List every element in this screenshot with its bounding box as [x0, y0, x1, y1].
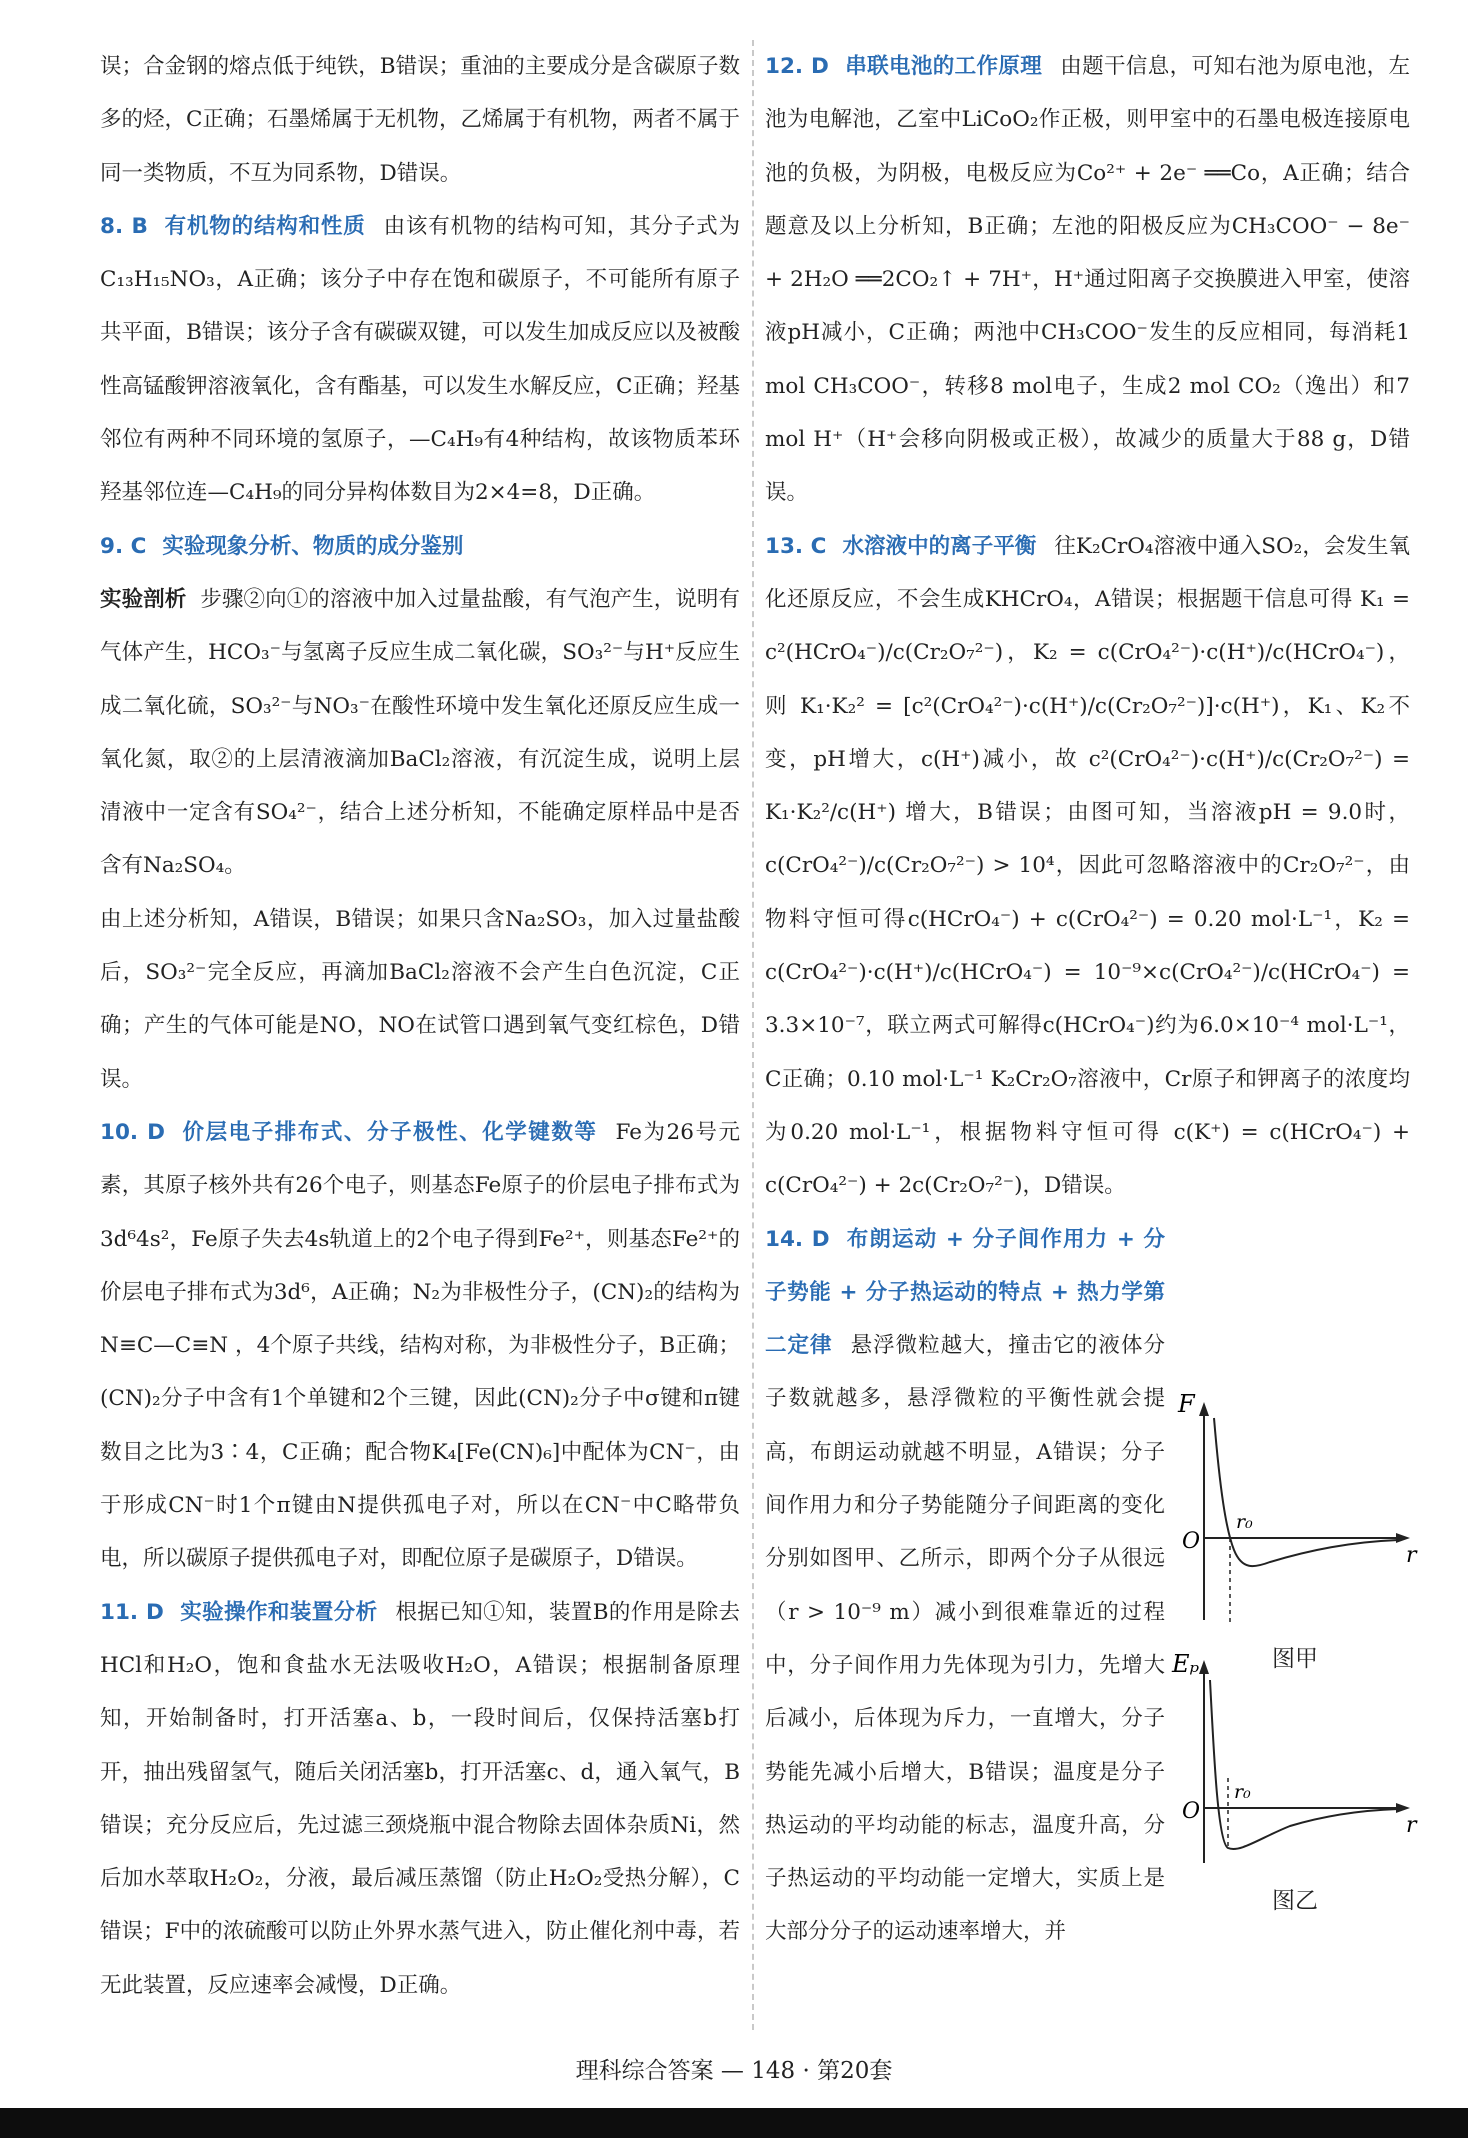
answer-text: 由题干信息，可知右池为原电池，左池为电解池，乙室中LiCoO₂作正极，则甲室中的石墨电极连接原电池的负极，为阴极，电极反应为Co²⁺ + 2e⁻ ══Co，A正确；结合题意及以上分析知，B正确；左池的阳极反应为CH₃COO⁻ − 8e⁻ + 2H₂O ══2CO₂↑ + 7H⁺，H⁺通过阳离子交换膜进入甲室，使溶液pH减小，C正确；两池中CH₃COO⁻发生的反应相同，每消耗1 mol CH₃COO⁻，转移8 mol电子，生成2 mol CO₂（逸出）和7 mol H⁺（H⁺会移向阴极或正极），故减少的质量大于88 g，D错误。	[765, 54, 1410, 506]
answer-topic: 串联电池的工作原理	[844, 54, 1043, 79]
force-curve	[1214, 1418, 1398, 1566]
answer-number: 13. C	[765, 533, 827, 559]
answer-11	[100, 1586, 740, 2012]
answer-8	[100, 200, 740, 520]
figure-yi	[1170, 1648, 1420, 1915]
answer-text: 由该有机物的结构可知，其分子式为C₁₃H₁₅NO₃，A正确；该分子中存在饱和碳原子，不可能所有原子共平面，B错误；该分子含有碳碳双键，可以发生加成反应以及被酸性高锰酸钾溶液氧化，含有酯基，可以发生水解反应，C正确；羟基邻位有两种不同环境的氢原子，—C₄H₉有4种结构，故该物质苯环羟基邻位连—C₄H₉的同分异构体数目为2×4=8，D正确。	[100, 213, 740, 506]
r0-label: r₀	[1234, 1781, 1251, 1803]
figure-caption: 图乙	[1272, 1888, 1318, 1914]
answer-topic: 水溶液中的离子平衡	[842, 533, 1037, 559]
bottom-bar	[0, 2108, 1468, 2138]
x-axis-label: r	[1406, 1543, 1417, 1568]
force-curve-graph	[1170, 1390, 1420, 1650]
answer-topic: 价层电子排布式、分子极性、化学键数等	[180, 1119, 598, 1145]
answer-13	[765, 520, 1410, 1213]
answer-text: 根据已知①知，装置B的作用是除去HCl和H₂O，饱和食盐水无法吸收H₂O，A错误；根据制备原理知，开始制备时，打开活塞a、b，一段时间后，仅保持活塞b打开，抽出残留氢气，随后关闭活塞b，打开活塞c、d，通入氧气，B错误；充分反应后，先过滤三颈烧瓶中混合物除去固体杂质Ni，然后加水萃取H₂O₂，分液，最后减压蒸馏（防止H₂O₂受热分解），C错误；F中的浓硫酸可以防止外界水蒸气进入，防止催化剂中毒，若无此装置，反应速率会减慢，D正确。	[100, 1599, 740, 1998]
y-axis-label: F	[1178, 1390, 1195, 1418]
origin-label: O	[1182, 1529, 1201, 1554]
answer-14	[765, 1213, 1165, 1959]
answer-9-header	[100, 520, 740, 573]
answer-10	[100, 1106, 740, 1586]
page-footer: 理科综合答案 — 148 · 第20套	[575, 2058, 893, 2084]
figure-jia	[1170, 1390, 1420, 1673]
answer-text: 步骤②向①的溶液中加入过量盐酸，有气泡产生，说明有气体产生，HCO₃⁻与氢离子反应生成二氧化碳，SO₃²⁻与H⁺反应生成二氧化硫，SO₃²⁻与NO₃⁻在酸性环境中发生氧化还原反应生成一氧化氮，取②的上层清液滴加BaCl₂溶液，有沉淀生成，说明上层清液中一定含有SO₄²⁻，结合上述分析知，不能确定原样品中是否含有Na₂SO₄。	[100, 586, 740, 879]
potential-energy-graph	[1170, 1648, 1420, 1888]
answer-text: 往K₂CrO₄溶液中通入SO₂，会发生氧化还原反应，不会生成KHCrO₄，A错误；根据题干信息可得 K₁ = c²(HCrO₄⁻)/c(Cr₂O₇²⁻)，K₂ = c(CrO₄²⁻)·c(H⁺)/c(HCrO₄⁻)，则 K₁·K₂² = [c²(CrO₄²⁻)·c(H⁺)/c(Cr₂O₇²⁻)]·c(H⁺)，K₁、K₂不变，pH增大，c(H⁺)减小，故 c²(CrO₄²⁻)·c(H⁺)/c(Cr₂O₇²⁻) = K₁·K₂²/c(H⁺) 增大，B错误；由图可知，当溶液pH = 9.0时，c(CrO₄²⁻)/c(Cr₂O₇²⁻) > 10⁴，因此可忽略溶液中的Cr₂O₇²⁻，由物料守恒可得c(HCrO₄⁻) + c(CrO₄²⁻) = 0.20 mol·L⁻¹，K₂ = c(CrO₄²⁻)·c(H⁺)/c(HCrO₄⁻) = 10⁻⁹×c(CrO₄²⁻)/c(HCrO₄⁻) = 3.3×10⁻⁷，联立两式可解得c(HCrO₄⁻)约为6.0×10⁻⁴ mol·L⁻¹，C正确；0.10 mol·L⁻¹ K₂Cr₂O₇溶液中，Cr原子和钾离子的浓度均为0.20 mol·L⁻¹，根据物料守恒可得 c(K⁺) = c(HCrO₄⁻) + c(CrO₄²⁻) + 2c(Cr₂O₇²⁻)，D错误。	[765, 533, 1410, 1199]
answer-text: 悬浮微粒越大，撞击它的液体分子数就越多，悬浮微粒的平衡性就会提高，布朗运动就越不明显，A错误；分子间作用力和分子势能随分子间距离的变化分别如图甲、乙所示，即两个分子从很远（r > 10⁻⁹ m）减小到很难靠近的过程中，分子间作用力先体现为引力，先增大后减小，后体现为斥力，一直增大，分子势能先减小后增大，B错误；温度是分子热运动的平均动能的标志，温度升高，分子热运动的平均动能一定增大，实质上是大部分分子的运动速率增大，并	[765, 1333, 1165, 1945]
section-label: 实验剖析	[100, 586, 187, 612]
continued-paragraph: 误；合金钢的熔点低于纯铁，B错误；重油的主要成分是含碳原子数多的烃，C正确；石墨烯属于无机物，乙烯属于有机物，两者不属于同一类物质，不互为同系物，D错误。	[100, 54, 740, 186]
origin-label: O	[1182, 1799, 1201, 1824]
answer-topic: 实验现象分析、物质的成分鉴别	[162, 533, 464, 559]
answer-number: 9. C	[100, 533, 147, 559]
left-column	[100, 40, 740, 2012]
answer-number: 14. D	[765, 1226, 830, 1252]
figure-caption: 图甲	[1272, 1646, 1318, 1672]
column-divider	[752, 40, 754, 2030]
y-axis-label: Eₚ	[1172, 1650, 1200, 1678]
answer-number: 8. B	[100, 213, 148, 239]
potential-energy-curve	[1210, 1680, 1398, 1849]
x-axis-label: r	[1406, 1813, 1417, 1838]
answer-text: Fe为26号元素，其原子核外共有26个电子，则基态Fe原子的价层电子排布式为3d⁶4s²，Fe原子失去4s轨道上的2个电子得到Fe²⁺，则基态Fe²⁺的价层电子排布式为3d⁶，A正确；N₂为非极性分子，(CN)₂的结构为 N≡C—C≡N ，4个原子共线，结构对称，为非极性分子，B正确；(CN)₂分子中含有1个单键和2个三键，因此(CN)₂分子中σ键和π键数目之比为3∶4，C正确；配合物K₄[Fe(CN)₆]中配体为CN⁻，由于形成CN⁻时1个π键由N提供孤电子对，所以在CN⁻中C略带负电，所以碳原子提供孤电子对，即配位原子是碳原子，D错误。	[100, 1119, 740, 1572]
answer-9-analysis	[100, 573, 740, 893]
answer-12	[765, 40, 1410, 520]
answer-number: 10. D	[100, 1119, 165, 1145]
answer-topic: 布朗运动 + 分子间作用力 + 分子势能 + 分子热运动的特点 + 热力学第二定律	[765, 1226, 1165, 1359]
answer-topic: 有机物的结构和性质	[163, 213, 366, 239]
y-axis-arrow	[1199, 1402, 1209, 1416]
answer-topic: 实验操作和装置分析	[179, 1599, 378, 1625]
answer-9-conclusion: 由上述分析知，A错误，B错误；如果只含Na₂SO₃，加入过量盐酸后，SO₃²⁻完全反应，再滴加BaCl₂溶液不会产生白色沉淀，C正确；产生的气体可能是NO，NO在试管口遇到氧气变红棕色，D错误。	[100, 906, 740, 1092]
answer-number: 12. D	[765, 54, 829, 79]
x-axis-arrow	[1396, 1533, 1410, 1543]
y-axis-arrow	[1199, 1660, 1209, 1674]
answer-number: 11. D	[100, 1599, 164, 1625]
x-axis-arrow	[1396, 1803, 1410, 1813]
r0-label: r₀	[1236, 1511, 1253, 1533]
